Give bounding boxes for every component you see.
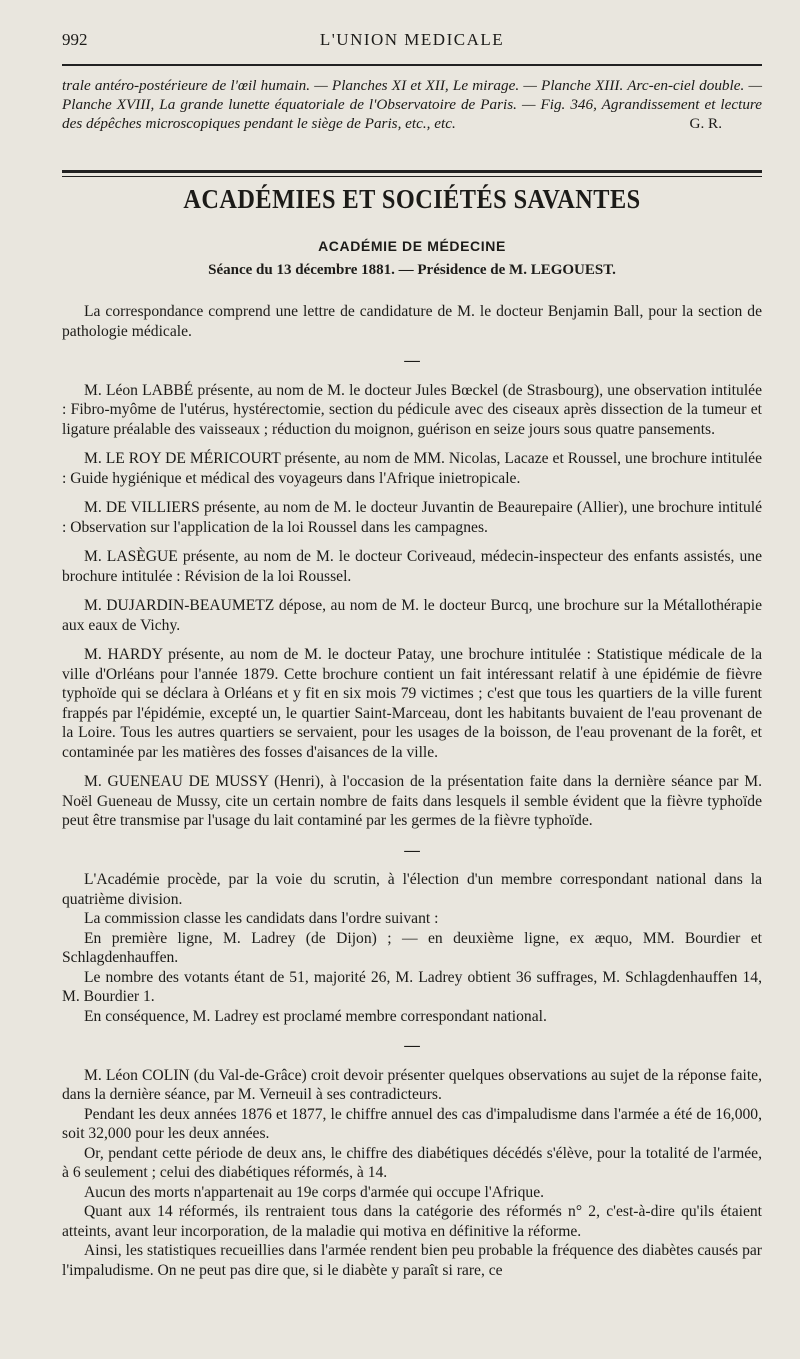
intro-signature: G. R. <box>689 115 722 132</box>
separator-dash: — <box>404 1037 420 1054</box>
paragraph: Aucun des morts n'appartenait au 19e corps d'armée qui occupe l'Afrique. <box>84 1183 545 1201</box>
article-body <box>62 302 762 1280</box>
paragraph: La correspondance comprend une lettre de candidature de M. le docteur Benjamin Ball, pour la section de pathologie médicale. <box>62 303 762 340</box>
paragraph: M. DE VILLIERS présente, au nom de M. le docteur Juvantin de Beaurepaire (Allier), une brochure intitulé : Observation sur l'application de la loi Roussel dans les campagnes. <box>62 499 762 536</box>
paragraph: M. Léon LABBÉ présente, au nom de M. le docteur Jules Bœckel (de Strasbourg), une observation intitulée : Fibro-myôme de l'utérus, hystérectomie, section du pédicule avec des ciseaux après dissection de la tumeur et ligature préalable des vaisseaux ; réduction du moignon, guérison en seize jours sous quatre pansements. <box>62 381 762 438</box>
paragraph: La commission classe les candidats dans l'ordre suivant : <box>84 910 439 927</box>
paragraph: M. Léon COLIN (du Val-de-Grâce) croit devoir présenter quelques observations au sujet de la réponse faite, dans la dernière séance, par M. Verneuil à ses contradicteurs. <box>62 1066 762 1103</box>
paragraph: M. HARDY présente, au nom de M. le docteur Patay, une brochure intitulée : Statistique médicale de la ville d'Orléans pour l'année 1879. Cette brochure contient un fait intéressant relatif à une épidémie de fièvre typhoïde qui se déclara à Orléans et y fit en six mois 79 victimes ; c'est que tous les quartiers de la ville furent frappés par l'épidémie, excepté un, le quartier Saint-Marceau, dont les habitants buvaient de l'eau provenant de la Loire. Tous les autres quartiers se servaient, pour les usages de la boisson, de l'eau provenant de la forêt, et contaminée par les matières des fosses d'aisances de la ville. <box>62 646 762 761</box>
header-rule <box>62 64 762 66</box>
page-number: 992 <box>62 30 88 49</box>
section-rule-thick <box>62 170 762 173</box>
running-head <box>62 30 762 58</box>
academy-heading: ACADÉMIE DE MÉDECINE <box>318 238 506 254</box>
session-heading: Séance du 13 décembre 1881. — Présidence de M. LEGOUEST. <box>208 262 616 278</box>
section-rule-thin <box>62 176 762 177</box>
paragraph: Pendant les deux années 1876 et 1877, le chiffre annuel des cas d'impaludisme dans l'armée a été de 16,000, soit 32,000 pour les deux années. <box>62 1105 762 1142</box>
paragraph: Or, pendant cette période de deux ans, le chiffre des diabétiques décédés s'élève, pour la totalité de l'armée, à 6 seulement ; celui des diabétiques réformés, à 14. <box>62 1144 762 1181</box>
section-title: ACADÉMIES ET SOCIÉTÉS SAVANTES <box>183 184 641 214</box>
paragraph: M. LASÈGUE présente, au nom de M. le docteur Coriveaud, médecin-inspecteur des enfants assistés, une brochure intitulée : Révision de la loi Roussel. <box>62 548 762 585</box>
separator-dash: — <box>404 841 420 859</box>
paragraph: Ainsi, les statistiques recueillies dans l'armée rendent bien peu probable la fréquence des diabètes causés par l'impaludisme. On ne peut pas dire que, si le diabète y paraît si rare, ce <box>62 1242 762 1279</box>
paragraph: En première ligne, M. Ladrey (de Dijon) ; — en deuxième ligne, ex æquo, MM. Bourdier et Schlagdenhauffen. <box>62 929 762 966</box>
separator-dash: — <box>404 352 420 369</box>
paragraph: En conséquence, M. Ladrey est proclamé membre correspondant national. <box>84 1007 547 1025</box>
intro-paragraph <box>62 76 762 133</box>
intro-text: trale antéro-postérieure de l'œil humain. — Planches XI et XII, Le mirage. — Planche XIII. Arc-en-ciel double. — Planche XVIII, La grande lunette équatoriale de l'Observatoire de Paris. — Fig. 346, Agrandissement et lecture des dépêches microscopiques pendant le siège de Paris, etc., etc. <box>62 77 762 132</box>
paragraph: M. GUENEAU DE MUSSY (Henri), à l'occasion de la présentation faite dans la dernière séance par M. Noël Gueneau de Mussy, cite un certain nombre de faits dans lesquels il semble évident que la fièvre typhoïde peut être transmise par l'usage du lait contaminé par les germes de la fièvre typhoïde. <box>62 773 762 829</box>
paragraph: M. LE ROY DE MÉRICOURT présente, au nom de MM. Nicolas, Lacaze et Roussel, une brochure intitulée : Guide hygiénique et médical des voyageurs dans l'Afrique inietropicale. <box>62 450 762 487</box>
paragraph: L'Académie procède, par la voie du scrutin, à l'élection d'un membre correspondant national dans la quatrième division. <box>62 871 762 908</box>
paragraph: M. DUJARDIN-BEAUMETZ dépose, au nom de M. le docteur Burcq, une brochure sur la Métallothérapie aux eaux de Vichy. <box>62 597 762 634</box>
paragraph: Le nombre des votants étant de 51, majorité 26, M. Ladrey obtient 36 suffrages, M. Schlagdenhauffen 14, M. Bourdier 1. <box>62 968 762 1005</box>
paragraph: Quant aux 14 réformés, ils rentraient tous dans la catégorie des réformés n° 2, c'est-à-dire qu'ils étaient atteints, avant leur incorporation, de la maladie qui motiva en définitive la réforme. <box>62 1203 762 1240</box>
journal-title: L'UNION MEDICALE <box>319 30 505 49</box>
